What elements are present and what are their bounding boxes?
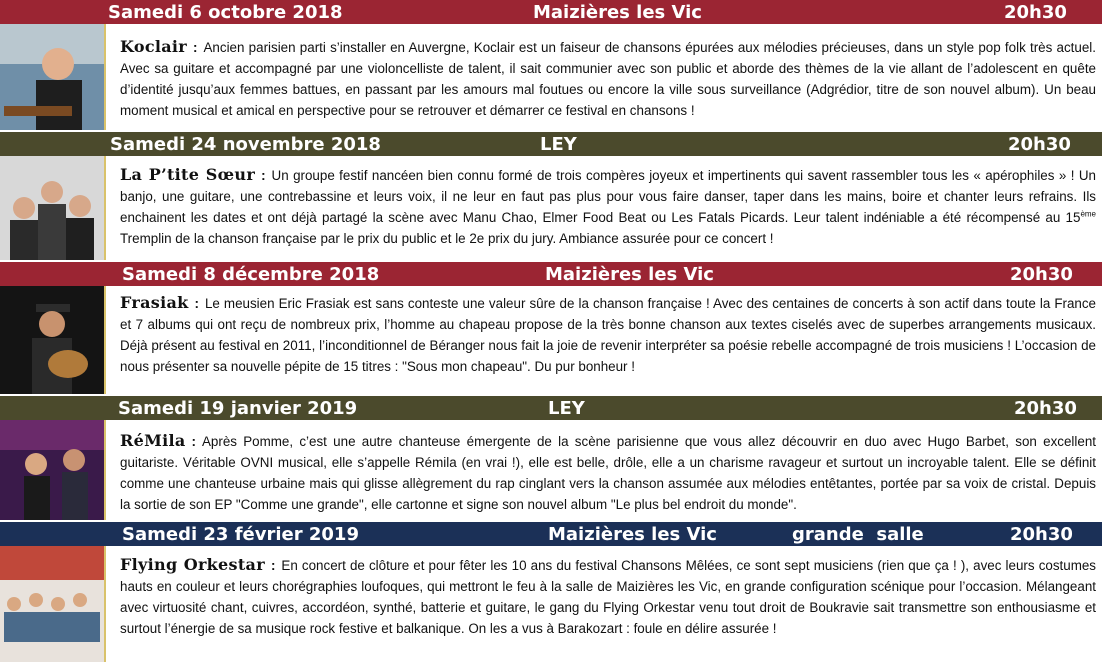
artist-name: La P’tite Sœur — [120, 165, 256, 184]
event-block — [0, 132, 1102, 260]
event-date: Samedi 24 novembre 2018 — [110, 134, 381, 155]
event-date: Samedi 8 décembre 2018 — [122, 264, 380, 285]
event-venue: Maizières les Vic — [533, 2, 702, 23]
ordinal-superscript: ème — [1080, 209, 1096, 219]
event-description — [120, 164, 1096, 249]
event-description — [120, 430, 1096, 515]
hat-guitar-photo — [0, 286, 106, 394]
event-block — [0, 0, 1102, 130]
artist-colon: : — [193, 40, 198, 55]
band-group-photo — [0, 546, 106, 662]
event-time: 20h30 — [1004, 2, 1067, 23]
event-header-band — [0, 132, 1102, 156]
description-text: Un groupe festif nancéen bien connu formé de trois compères joyeux et impertinents qui savent rassembler tous les « apérophiles » ! Un banjo, une guitare, une contrebassine et leurs voix, il ne leur en faut pas plus pour vous faire danser, taper dans les mains, boire et chanter leurs refrains. Ils enchainent les dates et ont déjà partagé la scène avec Manu Chao, Elmer Food Beat ou Les Fatals Picards. Leur talent indéniable a été récompensé au 15 — [120, 168, 1096, 225]
event-time: 20h30 — [1014, 398, 1077, 419]
artist-colon: : — [270, 558, 276, 573]
event-header-band — [0, 522, 1102, 546]
trio-band-photo — [0, 156, 106, 260]
event-venue: Maizières les Vic — [548, 524, 717, 545]
duo-stage-photo — [0, 420, 106, 520]
event-time: 20h30 — [1010, 264, 1073, 285]
event-date: Samedi 6 octobre 2018 — [108, 2, 343, 23]
event-venue: LEY — [540, 134, 577, 155]
artist-name: Koclair — [120, 37, 188, 56]
event-room: grande salle — [792, 524, 924, 545]
event-description — [120, 292, 1096, 377]
event-date: Samedi 19 janvier 2019 — [118, 398, 358, 419]
artist-name: RéMila — [120, 431, 186, 450]
description-text: En concert de clôture et pour fêter les 10 ans du festival Chansons Mêlées, ce sont sept musiciens (rien que ça ! ), avec leurs costumes hauts en couleur et leurs chorégraphies loufoques, qui mettront le feu à la salle de Maizières les Vic, en grande configuration scénique pour l’occasion. Mélangeant avec virtuosité chant, cuivres, accordéon, synthé, batterie et guitare, le gang du Flying Orkestar venu tout droit de Boukravie sait transmettre son enthousiasme et surtout l’énergie de sa musique rock festive et balkanique. On les a vus à Barakozart : foule en délire assurée ! — [120, 558, 1096, 636]
event-venue: LEY — [548, 398, 585, 419]
event-venue: Maizières les Vic — [545, 264, 714, 285]
artist-colon: : — [261, 168, 266, 183]
event-block — [0, 396, 1102, 520]
artist-colon: : — [194, 296, 199, 311]
event-header-band — [0, 396, 1102, 420]
description-text: Ancien parisien parti s’installer en Auvergne, Koclair est un faiseur de chansons épurées aux mélodies précieuses, dans un style pop folk très actuel. Avec sa guitare et accompagné par une violoncelliste de talent, il sait communier avec son public et aborde des thèmes de la vie allant de l’adolescent en quête d’identité jusqu’aux femmes battues, en passant par les amours mal foutues ou encore la ville sous surveillance (Adgrédior, titre de son nouvel album). Un beau moment musical et amical en perspective pour se retrouver et démarrer ce festival en chansons ! — [120, 40, 1096, 118]
event-block — [0, 262, 1102, 394]
description-text-end: Tremplin de la chanson française par le prix du public et le 2e prix du jury. Ambiance assurée pour ce concert ! — [120, 231, 774, 246]
description-text: Après Pomme, c’est une autre chanteuse émergente de la scène parisienne que vous allez découvrir en duo avec Hugo Barbet, son excellent guitariste. Véritable OVNI musical, elle s’appelle Rémila (en vrai !), elle est belle, drôle, elle a un charisme ravageur et surtout un incroyable talent. Elle se définit comme une chanteuse urbaine mais qui glisse allègrement du rap cinglant vers la chanson assumée aux mélodies entêtantes, portée par sa voix de cristal. Depuis la sortie de son EP "Comme une grande", elle cartonne et signe son nouvel album "Le plus bel endroit du monde". — [120, 434, 1096, 512]
artist-colon: : — [191, 434, 196, 449]
event-time: 20h30 — [1010, 524, 1073, 545]
event-description — [120, 36, 1096, 121]
event-block — [0, 522, 1102, 662]
event-header-band — [0, 0, 1102, 24]
event-header-band — [0, 262, 1102, 286]
event-time: 20h30 — [1008, 134, 1071, 155]
singer-guitar-photo — [0, 24, 106, 130]
artist-name: Frasiak — [120, 293, 189, 312]
event-description — [120, 554, 1096, 639]
description-text: Le meusien Eric Frasiak est sans conteste une valeur sûre de la chanson française ! Avec des centaines de concerts à son actif dans toute la France et 7 albums qui ont reçu de nombreux prix, l’homme au chapeau propose de la très bonne chanson aux textes ciselés avec de superbes arrangements musicaux. Déjà présent au festival en 2011, l’inconditionnel de Béranger nous fait la joie de revenir interpréter sa poésie rebelle accompagné de trois musiciens ! L’occasion de nous présenter sa nouvelle pépite de 15 titres : "Sous mon chapeau". Du pur bonheur ! — [120, 296, 1096, 374]
artist-name: Flying Orkestar — [120, 555, 265, 574]
event-date: Samedi 23 février 2019 — [122, 524, 359, 545]
